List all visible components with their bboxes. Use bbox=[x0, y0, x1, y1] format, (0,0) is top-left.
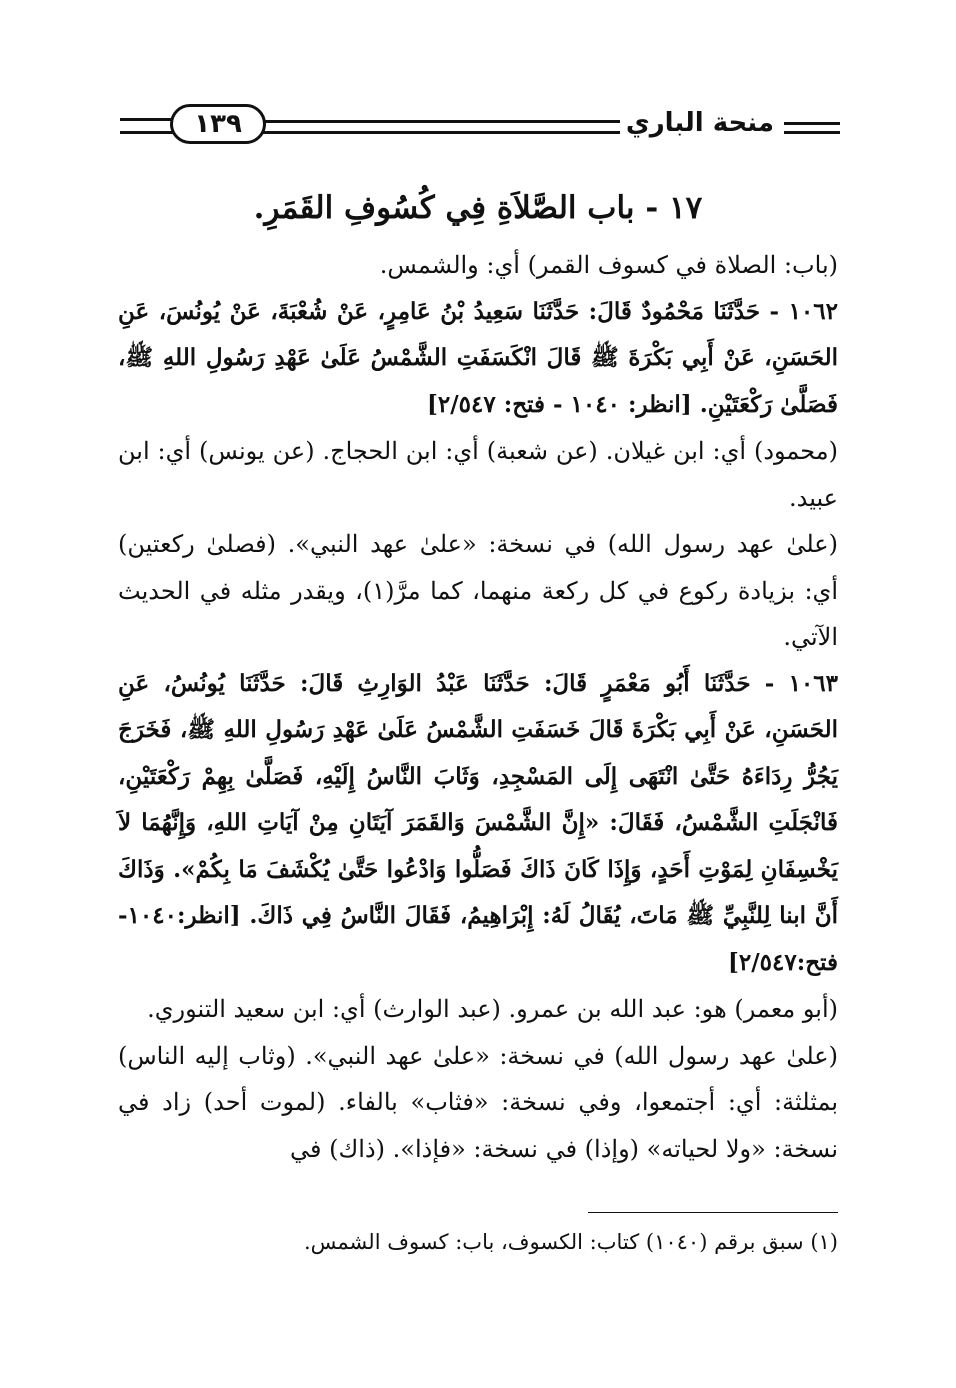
chapter-title: ١٧ - باب الصَّلاَةِ فِي كُسُوفِ القَمَرِ. bbox=[253, 190, 703, 226]
paragraph-chapter-note: (باب: الصلاة في كسوف القمر) أي: والشمس. bbox=[379, 251, 838, 279]
footnote: (١) سبق برقم (١٠٤٠) كتاب: الكسوف، باب: كسوف الشمس. bbox=[303, 1230, 838, 1254]
header-rule-middle bbox=[260, 120, 620, 134]
page-number-badge bbox=[170, 104, 266, 144]
hadith-1063: ١٠٦٣ - حَدَّثَنَا أَبُو مَعْمَرٍ قَالَ: حَدَّثَنَا عَبْدُ الوَارِثِ قَالَ: حَدَّثَنَا يُونُسُ، عَنِ الحَسَنِ، عَنْ أَبِي بَكْرَةَ قَالَ خَسَفَتِ الشَّمْسُ عَلَىٰ عَهْدِ رَسُولِ اللهِ ﷺ، فَخَرَجَ يَجُرُّ رِدَاءَهُ حَتَّىٰ انْتَهَى إِلَى المَسْجِدِ، وَثَابَ النَّاسُ إِلَيْهِ، فَصَلَّىٰ بِهِمْ رَكْعَتَيْنِ، فَانْجَلَتِ الشَّمْسُ، فَقَالَ: «إِنَّ الشَّمْسَ وَالقَمَرَ آيَتَانِ مِنْ آيَاتِ اللهِ، وَإِنَّهُمَا لاَ يَخْسِفَانِ لِمَوْتِ أَحَدٍ، وَإِذَا كَانَ ذَاكَ فَصَلُّوا وَادْعُوا حَتَّىٰ يُكْشَفَ مَا بِكُمْ». وَذَاكَ أَنَّ ابنا لِلنَّبِيِّ ﷺ مَاتَ، يُقَالُ لَهُ: إِبْرَاهِيمُ، فَقَالَ النَّاسُ فِي ذَاكَ. [انظر:١٠٤٠-فتح:٢/٥٤٧] bbox=[118, 669, 838, 976]
running-book-title: منحة الباري bbox=[625, 108, 774, 138]
page-number: ١٣٩ bbox=[194, 109, 242, 139]
paragraph-commentary-variants: (علىٰ عهد رسول الله) في نسخة: «علىٰ عهد النبي». (وثاب إليه الناس) بمثلثة: أي: أجتمعوا، وفي نسخة: «فثاب» بالفاء. (لموت أحد) زاد في نسخة: «ولا لحياته» (وإذا) في نسخة: «فإذا». (ذاك) في bbox=[118, 1041, 838, 1163]
page-header bbox=[120, 92, 840, 162]
hadith-1062: ١٠٦٢ - حَدَّثَنَا مَحْمُودٌ قَالَ: حَدَّثَنَا سَعِيدُ بْنُ عَامِرٍ، عَنْ شُعْبَةَ، عَنْ يُونُسَ، عَنِ الحَسَنِ، عَنْ أَبِي بَكْرَةَ ﷺ قَالَ انْكَسَفَتِ الشَّمْسُ عَلَىٰ عَهْدِ رَسُولِ اللهِ ﷺ، فَصَلَّىٰ رَكْعَتَيْنِ. [انظر: ١٠٤٠ - فتح: ٢/٥٤٧] bbox=[118, 297, 838, 418]
paragraph-commentary-abu-mamar: (أبو معمر) هو: عبد الله بن عمرو. (عبد الوارث) أي: ابن سعيد التنوري. bbox=[147, 995, 838, 1023]
footnote-separator bbox=[588, 1212, 838, 1213]
paragraph-commentary-narrators: (محمود) أي: ابن غيلان. (عن شعبة) أي: ابن الحجاج. (عن يونس) أي: ابن عبيد. bbox=[118, 437, 838, 512]
header-rule-right bbox=[784, 122, 840, 134]
page-body bbox=[118, 178, 838, 1172]
paragraph-commentary-prayer: (علىٰ عهد رسول الله) في نسخة: «علىٰ عهد النبي». (فصلىٰ ركعتين) أي: بزيادة ركوع في كل ركعة منهما، كما مرَّ(١)، ويقدر مثله في الحديث الآتي. bbox=[118, 530, 838, 651]
